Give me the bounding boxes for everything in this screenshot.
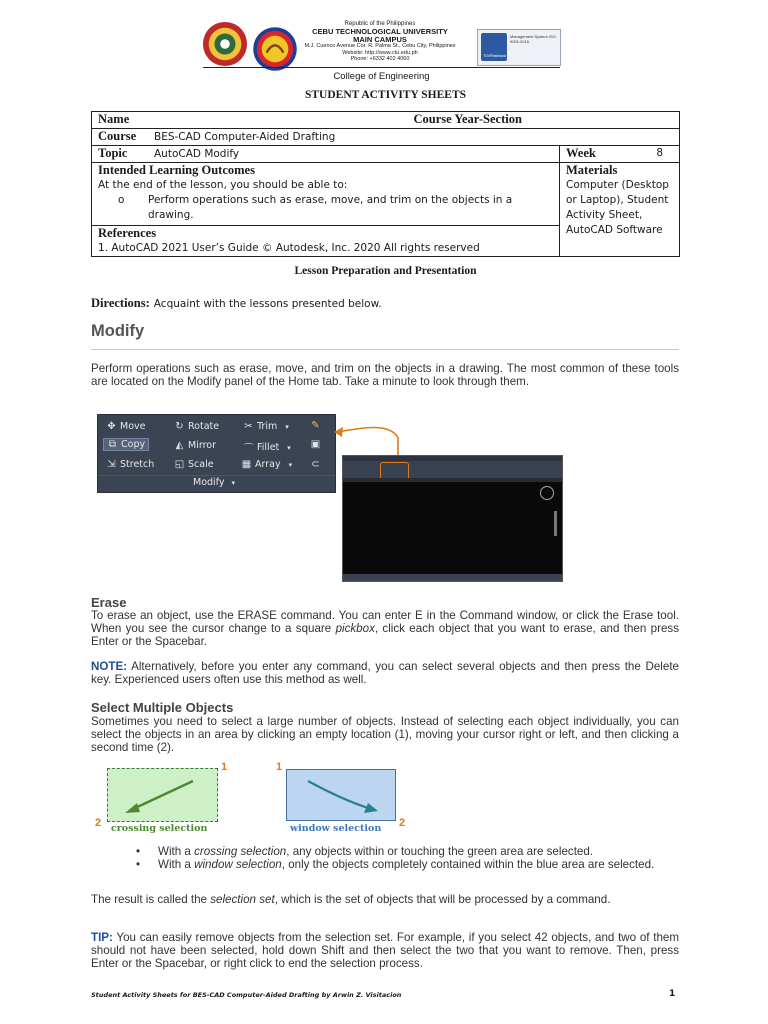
header-republic: Republic of the Philippines xyxy=(344,21,416,27)
name-label: Name xyxy=(98,112,130,126)
directions xyxy=(91,294,382,312)
crossing-arrow xyxy=(107,768,216,820)
header-website: Website: http://www.ctu.edu.ph xyxy=(342,50,418,56)
pickbox-term: pickbox xyxy=(335,622,375,635)
year-section-label: Course Year-Section xyxy=(413,112,522,126)
modify-panel-screenshot xyxy=(97,414,336,493)
topic-label: Topic xyxy=(98,146,128,160)
header-university: CEBU TECHNOLOGICAL UNIVERSITY xyxy=(312,27,448,36)
note-paragraph: NOTE: Alternatively, before you enter any command, you can select several objects and then press the Delete key. Experienced users often use this method as well. xyxy=(91,660,679,686)
name-cell xyxy=(92,112,680,129)
array-tool[interactable]: ▦ Array ▾ xyxy=(241,459,293,470)
crossing-point-1: 1 xyxy=(221,761,228,773)
selection-bullets xyxy=(136,845,680,871)
autocad-window-screenshot xyxy=(342,455,563,582)
ilo-item xyxy=(98,193,553,223)
copy-icon: ⧉ xyxy=(108,439,117,450)
acad-statusbar xyxy=(343,574,562,581)
week-label: Week xyxy=(566,146,596,160)
acad-scrollbar xyxy=(554,511,557,536)
erase-paragraph: To erase an object, use the ERASE command. You can enter E in the Command window, or click the Erase tool. When you see the cursor change to a square pickbox, click each object that you want to erase, and then press Enter or the Spacebar. xyxy=(91,609,679,648)
window-point-2: 2 xyxy=(399,817,406,829)
stretch-tool[interactable]: ⇲ Stretch xyxy=(107,459,155,470)
activity-info-table xyxy=(91,111,680,257)
page-footer: Student Activity Sheets for BES-CAD Computer-Aided Drafting by Arwin Z. Visitacion xyxy=(91,991,402,999)
page-title: STUDENT ACTIVITY SHEETS xyxy=(304,89,467,101)
array-icon: ▦ xyxy=(241,459,252,470)
reference-1: 1. AutoCAD 2021 User’s Guide © Autodesk, Inc. 2020 All rights reserved xyxy=(98,242,480,254)
ilo-item-text: Perform operations such as erase, move, and trim on the objects in a drawing. xyxy=(148,194,513,221)
copy-tool[interactable]: ⧉ Copy xyxy=(104,439,148,450)
acad-tabs xyxy=(343,478,562,482)
bullet-crossing: • With a crossing selection, any objects within or touching the green area are selected. xyxy=(136,845,680,858)
select-heading: Select Multiple Objects xyxy=(91,700,234,715)
references-label: References xyxy=(98,226,157,240)
offset-icon: ⊂ xyxy=(311,459,320,470)
ilo-label: Intended Learning Outcomes xyxy=(98,163,255,177)
scale-icon: ◱ xyxy=(174,459,185,470)
acad-ribbon xyxy=(343,461,562,478)
trim-tool[interactable]: ✂ Trim ▾ xyxy=(244,421,289,432)
mirror-tool[interactable]: ◭ Mirror xyxy=(175,440,216,451)
explode-tool[interactable] xyxy=(310,439,321,450)
topic-cell xyxy=(92,146,560,163)
ilo-intro: At the end of the lesson, you should be able to: xyxy=(98,179,348,191)
trim-icon: ✂ xyxy=(244,421,253,432)
move-icon: ✥ xyxy=(107,421,116,432)
course-value: BES-CAD Computer-Aided Drafting xyxy=(154,131,336,143)
crossing-caption: crossing selection xyxy=(111,823,208,834)
header-phone: Phone: +6332 402 4060 xyxy=(350,56,410,62)
window-arrow xyxy=(286,769,394,819)
materials-label: Materials xyxy=(566,163,618,177)
selection-set-term: selection set xyxy=(210,893,275,906)
window-point-1: 1 xyxy=(276,761,283,773)
select-paragraph: Sometimes you need to select a large number of objects. Instead of selecting each object individually, you can select the objects in an area by clicking an empty location (1), moving your cursor right or left, and then clicking a second time (2). xyxy=(91,715,679,754)
rotate-tool[interactable]: ↻ Rotate xyxy=(175,421,220,432)
page-number: 1 xyxy=(669,989,676,999)
references-cell xyxy=(92,226,560,257)
window-caption: window selection xyxy=(290,823,382,834)
course-label: Course xyxy=(98,129,137,143)
ilo-cell xyxy=(92,163,560,226)
mirror-icon: ◭ xyxy=(175,440,184,451)
scale-tool[interactable]: ◱ Scale xyxy=(174,459,214,470)
stretch-icon: ⇲ xyxy=(107,459,116,470)
materials-value: Computer (Desktop or Laptop), Student Activity Sheet, AutoCAD Software xyxy=(566,179,669,236)
tip-paragraph: TIP: You can easily remove objects from the selection set. For example, if you select 42 objects, and two of them should not have been selected, hold down Shift and then select the two that you want to remove. Then, press Enter or the Spacebar, or right click to end the selection process. xyxy=(91,931,679,970)
cert-label: TÜVRheinland xyxy=(483,54,506,58)
erase-heading: Erase xyxy=(91,595,127,610)
erase-icon: ✎ xyxy=(311,420,320,431)
offset-tool[interactable] xyxy=(310,459,321,470)
chevron-down-icon: ▾ xyxy=(231,478,235,487)
header-campus: MAIN CAMPUS xyxy=(353,35,407,44)
materials-cell xyxy=(560,163,680,257)
header xyxy=(0,0,768,100)
chevron-down-icon: ▾ xyxy=(288,460,293,469)
note-label: NOTE: xyxy=(91,660,128,673)
university-seal-logo xyxy=(202,21,248,67)
tip-label: TIP: xyxy=(91,931,113,944)
chevron-down-icon: ▾ xyxy=(285,422,289,431)
modify-heading-rule xyxy=(91,349,679,350)
course-cell xyxy=(92,129,680,146)
panel-footer-rule xyxy=(98,475,335,476)
iso-certificate-badge xyxy=(477,29,561,66)
viewcube-icon xyxy=(540,486,554,500)
topic-value: AutoCAD Modify xyxy=(154,148,240,160)
directions-text: Acquaint with the lessons presented below. xyxy=(153,298,382,310)
week-cell xyxy=(560,146,680,163)
cert-text: Management System ISO 9001:2015 xyxy=(510,34,556,44)
college-name: College of Engineering xyxy=(333,71,430,82)
ilo-bullet: o xyxy=(118,194,125,206)
week-value: 8 xyxy=(656,147,663,159)
header-address: M.J. Cuenco Avenue Cor. R. Palma St., Cebu City, Philippines xyxy=(304,43,456,49)
move-tool[interactable]: ✥ Move xyxy=(107,421,146,432)
chevron-down-icon: ▾ xyxy=(287,443,291,452)
modify-intro: Perform operations such as erase, move, and trim on the objects in a drawing. The most common of these tools are located on the Modify panel of the Home tab. Take a minute to look through them. xyxy=(91,362,679,388)
directions-label: Directions: xyxy=(91,296,150,310)
header-rule xyxy=(203,67,560,68)
fillet-tool[interactable]: ⌒ Fillet ▾ xyxy=(243,442,291,455)
lesson-heading: Lesson Preparation and Presentation xyxy=(294,265,477,277)
modify-panel-menu[interactable]: Modify ▾ xyxy=(193,477,235,488)
bullet-window: • With a window selection, only the objects completely contained within the blue area are selected. xyxy=(136,858,680,871)
crossing-point-2: 2 xyxy=(95,817,102,829)
fillet-icon: ⌒ xyxy=(243,444,254,455)
erase-tool[interactable] xyxy=(310,420,321,431)
modify-heading: Modify xyxy=(91,322,145,340)
rotate-icon: ↻ xyxy=(175,421,184,432)
explode-icon: ▣ xyxy=(310,439,321,450)
result-paragraph: The result is called the selection set, which is the set of objects that will be processed by a command. xyxy=(91,893,611,906)
